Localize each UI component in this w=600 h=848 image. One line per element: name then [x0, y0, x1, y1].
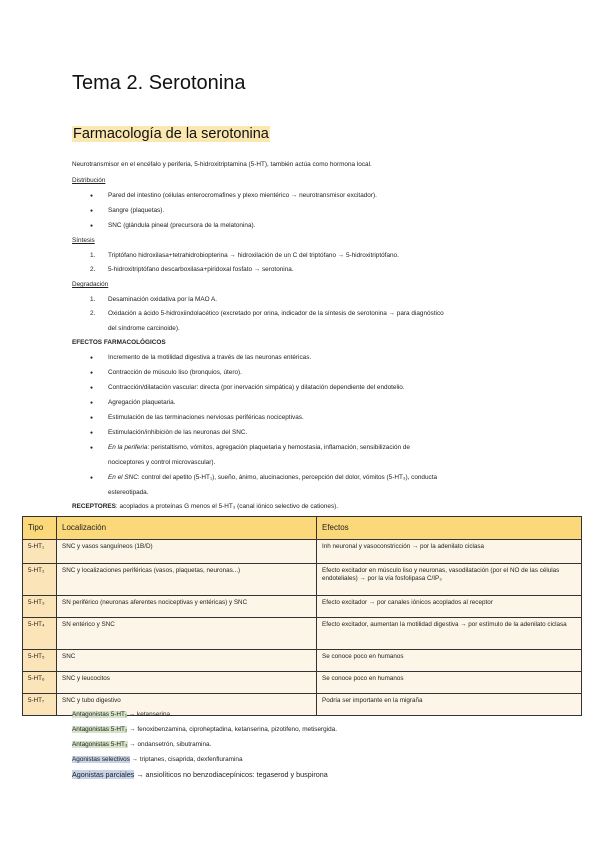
sintesis-heading: Síntesis: [72, 237, 95, 244]
drug-line: Antagonistas 5-HT₁ → ketanserina.: [72, 711, 172, 718]
table-cell: Se conoce poco en humanos: [317, 672, 582, 694]
table-cell: 5-HT₃: [23, 596, 57, 618]
list-item: ● Agregación plaquetaria.: [108, 399, 176, 407]
table-cell: 5-HT₅: [23, 650, 57, 672]
table-cell: 5-HT₄: [23, 618, 57, 650]
table-row: [23, 564, 582, 596]
list-item-continuation: del síndrome carcinoide).: [108, 325, 180, 332]
receptor-table: [22, 516, 582, 716]
drug-line: Antagonistas 5-HT₃ → ondansetrón, sibutramina.: [72, 741, 212, 748]
table-cell: Efecto excitador → por canales iónicos acoplados al receptor: [317, 596, 582, 618]
table-row: [23, 540, 582, 564]
drug-line: Antagonistas 5-HT₂ → fenoxibenzamina, ciproheptadina, ketanserina, pizotifeno, metisergida.: [72, 726, 338, 733]
column-header: Efectos: [317, 517, 582, 540]
list-item: ● Sangre (plaquetas).: [108, 207, 164, 215]
table-cell: 5-HT₁: [23, 540, 57, 564]
list-item: ● Incremento de la motilidad digestiva a través de las neuronas entéricas.: [108, 354, 311, 362]
table-header-row: [23, 517, 582, 540]
list-item: ● Estimulación/inhibición de las neuronas del SNC.: [108, 429, 247, 437]
table-cell: 5-HT₂: [23, 564, 57, 596]
table-cell: Se conoce poco en humanos: [317, 650, 582, 672]
distribucion-heading: Distribución: [72, 177, 106, 184]
drug-line: Agonistas selectivos → triptanes, cisaprida, dexfenfluramina: [72, 756, 243, 763]
table-cell: SN entérico y SNC: [57, 618, 317, 650]
list-item-continuation: nociceptores y control microvascular).: [108, 459, 216, 466]
column-header: Localización: [57, 517, 317, 540]
list-item: ● En la periferia: peristaltismo, vómitos, agregación plaquetaria y hemostasia, inflamación, sensibilización de: [108, 444, 410, 452]
table-cell: Inh neuronal y vasoconstricción → por la adenilato ciclasa: [317, 540, 582, 564]
degradacion-heading: Degradación: [72, 281, 109, 288]
list-item: ● Contracción de músculo liso (bronquios, útero).: [108, 369, 242, 377]
table-cell: SNC y tubo digestivo: [57, 694, 317, 716]
table-cell: SNC: [57, 650, 317, 672]
table-row: [23, 596, 582, 618]
receptores-text: RECEPTORES: acoplados a proteínas G menos el 5-HT₃ (canal iónico selectivo de cationes).: [72, 503, 339, 510]
table-cell: SNC y localizaciones periféricas (vasos, plaquetas, neuronas...): [57, 564, 317, 596]
table-row: [23, 618, 582, 650]
list-item: ● SNC (glándula pineal (precursora de la melatonina).: [108, 222, 255, 230]
list-item: 1. Desaminación oxidativa por la MAO A.: [90, 296, 218, 303]
table-cell: SN periférico (neuronas aferentes nociceptivas y entéricas) y SNC: [57, 596, 317, 618]
table-row: [23, 650, 582, 672]
list-item: 2. Oxidación a ácido 5-hidroxiindolacético (excretado por orina, indicador de la síntesis de serotonina → para diagnóstico: [90, 310, 444, 317]
section-heading: Farmacología de la serotonina: [73, 126, 269, 142]
list-item: 1. Triptófano hidroxilasa+tetrahidrobiopterina → hidroxilación de un C del triptófano → 5-hidroxitriptófano.: [90, 252, 399, 259]
table-cell: Podría ser importante en la migraña: [317, 694, 582, 716]
table-cell: SNC y leucocitos: [57, 672, 317, 694]
efectos-heading: EFECTOS FARMACOLÓGICOS: [72, 339, 166, 346]
list-item: ● Estimulación de las terminaciones nerviosas periféricas nociceptivas.: [108, 414, 304, 422]
table-cell: 5-HT₇: [23, 694, 57, 716]
table-row: [23, 672, 582, 694]
list-item: ● En el SNC: control del apetito (5-HT₁), sueño, ánimo, alucinaciones, percepción del dolor, vómitos (5-HT₃), conducta: [108, 474, 437, 482]
table-cell: SNC y vasos sanguíneos (1B/D): [57, 540, 317, 564]
table-cell: 5-HT₆: [23, 672, 57, 694]
column-header: Tipo: [23, 517, 57, 540]
list-item: ● Pared del intestino (células enterocromafines y plexo mientérico → neurotransmisor excitador).: [108, 192, 377, 200]
list-item: ● Contracción/dilatación vascular: directa (por inervación simpática) y dilatación dependiente del endotelio.: [108, 384, 405, 392]
intro-text: Neurotransmisor en el encéfalo y periferia, 5-hidroxitriptamina (5-HT), también actúa como hormona local.: [72, 161, 372, 168]
list-item-continuation: estereotipada.: [108, 489, 149, 496]
drug-line: Agonistas parciales → ansiolíticos no benzodiacepínicos: tegaserod y buspirona: [72, 770, 328, 779]
list-item: 2. 5-hidroxitriptófano descarboxilasa+piridoxal fosfato → serotonina.: [90, 266, 294, 273]
table-cell: Efecto excitador, aumentan la motilidad digestiva → por estímulo de la adenilato ciclasa: [317, 618, 582, 650]
page-title: Tema 2. Serotonina: [72, 72, 246, 94]
table-cell: Efecto excitador en músculo liso y neuronas, vasodilatación (por el NO de las células endoteliales) → por la vía fosfolipasa C/IP₃: [317, 564, 582, 596]
